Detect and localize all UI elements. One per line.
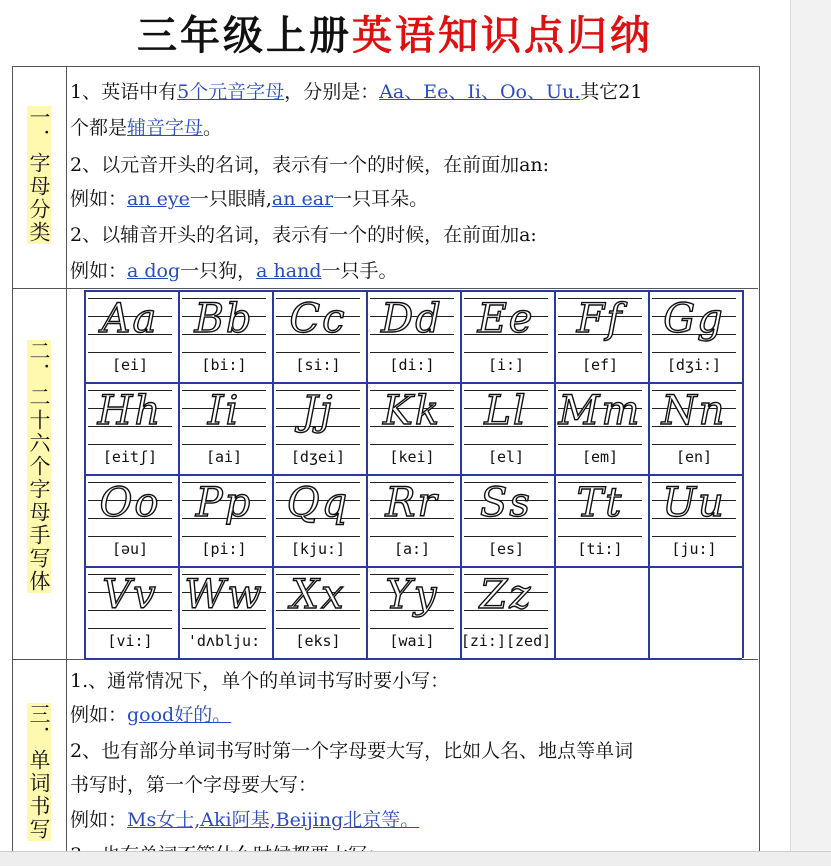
letter-glyph: Jj <box>301 388 335 434</box>
phonetic-label: [si:] <box>295 356 341 374</box>
handwriting-lines <box>370 294 454 352</box>
letter-cell <box>178 290 270 382</box>
letter-cell <box>84 474 176 566</box>
handwriting-lines <box>558 386 642 444</box>
handwriting-lines <box>464 478 548 536</box>
ruling-line <box>276 444 360 445</box>
ruling-line <box>370 352 454 353</box>
phonetic-label: [ti:] <box>577 540 623 558</box>
letter-glyph: Tt <box>576 480 624 526</box>
letter-glyph: Zz <box>479 572 533 618</box>
ruling-line <box>182 628 266 629</box>
grid-line-horizontal <box>84 658 742 660</box>
s1-line-3: 2、以元音开头的名词，表示有一个的时候，在前面加an: <box>70 154 550 176</box>
ruling-line <box>88 536 172 537</box>
section-1-side <box>12 66 67 288</box>
ruling-line <box>558 444 642 445</box>
phonetic-label: [es] <box>487 540 525 558</box>
letter-cell <box>178 474 270 566</box>
handwriting-lines <box>276 294 360 352</box>
letter-glyph: Dd <box>381 296 443 342</box>
s1-line-4: 例如：an eye一只眼睛,an ear一只耳朵。 <box>70 188 429 210</box>
letter-cell <box>460 382 552 474</box>
letter-glyph: Aa <box>101 296 159 342</box>
letter-cell <box>460 474 552 566</box>
handwriting-lines <box>464 294 548 352</box>
letter-cell <box>366 290 458 382</box>
phonetic-label: 'dʌblju: <box>187 632 261 650</box>
ruling-line <box>652 444 736 445</box>
letter-cell <box>648 382 740 474</box>
section-1-label: 一．字母分类 <box>27 106 51 244</box>
letter-glyph: Yy <box>385 572 439 618</box>
phonetic-label: [el] <box>487 448 525 466</box>
ruling-line <box>182 444 266 445</box>
letter-cell <box>554 382 646 474</box>
phonetic-label: [wai] <box>389 632 435 650</box>
letter-glyph: Cc <box>289 296 347 342</box>
letter-cell <box>554 474 646 566</box>
ruling-line <box>652 536 736 537</box>
ruling-line <box>182 536 266 537</box>
ruling-line <box>276 628 360 629</box>
letter-glyph: Ff <box>576 296 624 342</box>
letter-cell <box>366 566 458 658</box>
ruling-line <box>558 536 642 537</box>
phonetic-label: [pi:] <box>201 540 247 558</box>
letter-glyph: Pp <box>195 480 253 526</box>
phonetic-label: [i:] <box>487 356 525 374</box>
handwriting-lines <box>182 478 266 536</box>
alphabet-grid <box>84 290 742 658</box>
handwriting-lines <box>558 294 642 352</box>
ruling-line <box>370 536 454 537</box>
phonetic-label: [ai] <box>205 448 243 466</box>
handwriting-lines <box>464 386 548 444</box>
section-3-label: 三．单词书写 <box>27 703 51 841</box>
handwriting-lines <box>276 478 360 536</box>
ruling-line <box>276 536 360 537</box>
letter-cell <box>84 566 176 658</box>
letter-cell <box>648 474 740 566</box>
letter-glyph: Ll <box>484 388 528 434</box>
section-divider <box>12 288 758 289</box>
phonetic-label: [dʒei] <box>290 448 346 466</box>
section-2-label: 二．二十六个字母手写体 <box>27 340 51 593</box>
letter-glyph: Xx <box>290 572 346 618</box>
ruling-line <box>652 352 736 353</box>
s1-line-2: 个都是辅音字母。 <box>70 117 223 139</box>
section-3-side <box>12 659 67 859</box>
phonetic-label: [eitʃ] <box>102 448 158 466</box>
handwriting-lines <box>558 478 642 536</box>
title-black: 三年级上册 <box>137 13 352 59</box>
phonetic-label: [em] <box>581 448 619 466</box>
ruling-line <box>370 444 454 445</box>
handwriting-lines <box>182 386 266 444</box>
ruling-line <box>464 628 548 629</box>
letter-cell <box>178 566 270 658</box>
s1-line-1: 1、英语中有5个元音字母，分别是：Aa、Ee、Ii、Oo、Uu.其它21 <box>70 81 643 103</box>
phonetic-label: [əu] <box>111 540 149 558</box>
handwriting-lines <box>276 570 360 628</box>
vertical-scrollbar[interactable] <box>790 0 831 866</box>
grid-line-horizontal <box>84 382 742 384</box>
status-bar <box>0 851 831 866</box>
handwriting-lines <box>182 294 266 352</box>
letter-glyph: Oo <box>99 480 161 526</box>
handwriting-lines <box>88 570 172 628</box>
handwriting-lines <box>370 386 454 444</box>
ruling-line <box>182 352 266 353</box>
letter-cell <box>84 290 176 382</box>
letter-glyph: Ii <box>207 388 241 434</box>
letter-glyph: Vv <box>102 572 158 618</box>
phonetic-label: [kju:] <box>290 540 346 558</box>
letter-glyph: Bb <box>194 296 254 342</box>
letter-glyph: Hh <box>97 388 163 434</box>
letter-glyph: Gg <box>663 296 725 342</box>
s3-line-5: 例如：Ms女士,Aki阿基,Beijing北京等。 <box>70 809 420 831</box>
phonetic-label: [vi:] <box>107 632 153 650</box>
grid-line-vertical <box>742 290 744 658</box>
letter-glyph: Rr <box>385 480 439 526</box>
phonetic-label: [ef] <box>581 356 619 374</box>
letter-glyph: Ww <box>184 572 264 618</box>
s3-line-3: 2、也有部分单词书写时第一个字母要大写，比如人名、地点等单词 <box>70 740 634 762</box>
ruling-line <box>88 352 172 353</box>
ruling-line <box>464 536 548 537</box>
ruling-line <box>464 352 548 353</box>
ruling-line <box>276 352 360 353</box>
handwriting-lines <box>182 570 266 628</box>
phonetic-label: [kei] <box>389 448 435 466</box>
letter-glyph: Qq <box>286 480 350 526</box>
handwriting-lines <box>370 478 454 536</box>
grid-line-horizontal <box>84 566 742 568</box>
letter-glyph: Ee <box>477 296 535 342</box>
grid-line-horizontal <box>84 290 742 292</box>
letter-cell <box>272 382 364 474</box>
handwriting-lines <box>652 478 736 536</box>
letter-cell <box>648 290 740 382</box>
letter-glyph: Uu <box>662 480 726 526</box>
handwriting-lines <box>652 294 736 352</box>
phonetic-label: [dʒi:] <box>666 356 722 374</box>
ruling-line <box>370 628 454 629</box>
ruling-line <box>464 444 548 445</box>
ruling-line <box>88 628 172 629</box>
letter-cell <box>84 382 176 474</box>
handwriting-lines <box>276 386 360 444</box>
handwriting-lines <box>652 386 736 444</box>
letter-cell <box>272 566 364 658</box>
section-2-side <box>12 288 67 659</box>
phonetic-label: [eks] <box>295 632 341 650</box>
letter-cell <box>460 566 552 658</box>
ruling-line <box>88 444 172 445</box>
s1-line-5: 2、以辅音开头的名词，表示有一个的时候，在前面加a: <box>70 224 537 246</box>
handwriting-lines <box>464 570 548 628</box>
letter-cell <box>366 382 458 474</box>
letter-cell <box>178 382 270 474</box>
phonetic-label: [ju:] <box>671 540 717 558</box>
phonetic-label: [bi:] <box>201 356 247 374</box>
handwriting-lines <box>88 386 172 444</box>
phonetic-label: [a:] <box>393 540 431 558</box>
grid-line-horizontal <box>84 474 742 476</box>
s1-line-6: 例如：a dog一只狗，a hand一只手。 <box>70 260 398 282</box>
letter-glyph: Mm <box>558 388 642 434</box>
handwriting-lines <box>370 570 454 628</box>
letter-glyph: Kk <box>382 388 442 434</box>
letter-cell <box>460 290 552 382</box>
phonetic-label: [zi:][zed] <box>460 632 552 650</box>
handwriting-lines <box>88 478 172 536</box>
phonetic-label: [di:] <box>389 356 435 374</box>
letter-glyph: Ss <box>480 480 532 526</box>
s3-line-4: 书写时，第一个字母要大写： <box>70 774 318 796</box>
letter-cell <box>366 474 458 566</box>
page-title <box>0 4 790 61</box>
handwriting-lines <box>88 294 172 352</box>
phonetic-label: [en] <box>675 448 713 466</box>
letter-cell <box>272 290 364 382</box>
letter-cell <box>272 474 364 566</box>
s3-line-1: 1.、通常情况下，单个的单词书写时要小写： <box>70 670 450 692</box>
s3-line-2: 例如：good好的。 <box>70 704 232 726</box>
title-red: 英语知识点归纳 <box>352 13 653 59</box>
letter-cell <box>554 290 646 382</box>
ruling-line <box>558 352 642 353</box>
phonetic-label: [ei] <box>111 356 149 374</box>
letter-glyph: Nn <box>661 388 727 434</box>
